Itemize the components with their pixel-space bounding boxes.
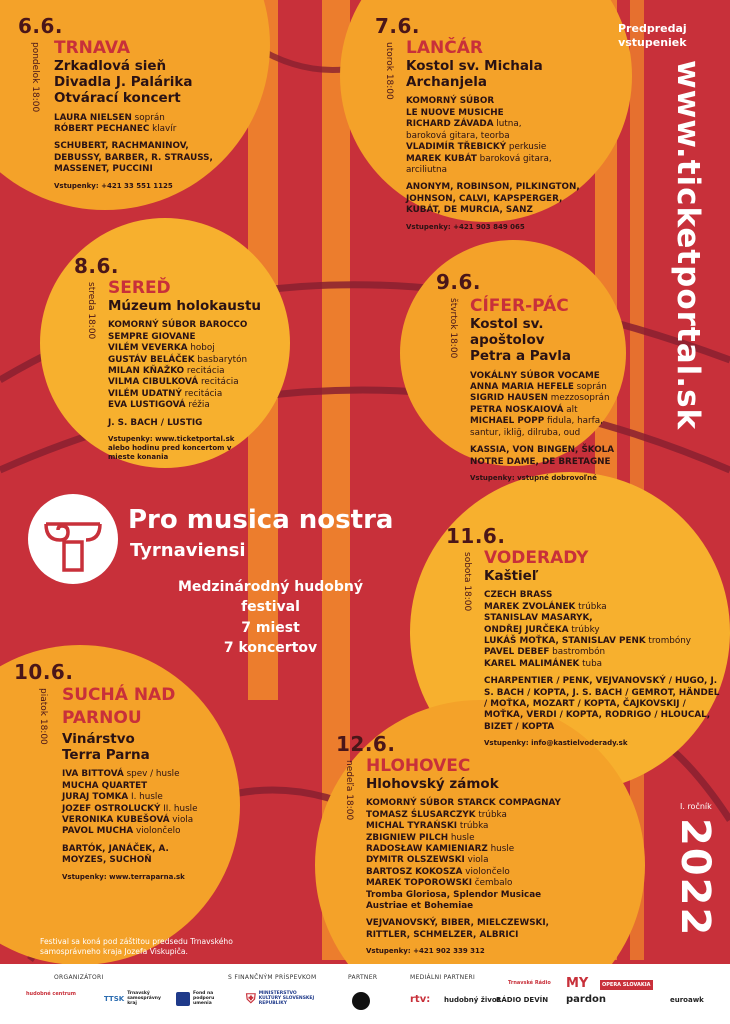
day-sered: streda 18:00 xyxy=(86,282,96,340)
performers: IVA BITTOVÁ spev / husle MUCHA QUARTET JURAJ TOMKA I. husle JOZEF OSTROLUCKÝ II. husle VERONIKA KUBEŠOVÁ viola PAVOL MUCHA violončelo xyxy=(62,769,198,837)
program: ANONYM, ROBINSON, PILKINGTON, JOHNSON, CALVI, KAPSPERGER, KUBÁT, DE MURCIA, SANZ xyxy=(406,182,580,216)
tickets: Vstupenky: www.ticketportal.sk alebo hodinu pred koncertom v mieste konania xyxy=(108,435,235,461)
logo-ttsk: TTSK Trnavský samosprávny kraj xyxy=(104,991,161,1006)
festival-subtitle: Tyrnaviensi xyxy=(130,540,246,561)
logo-pardon: pardon xyxy=(566,994,606,1005)
date-trnava: 6.6. xyxy=(18,14,64,38)
website-link[interactable]: www.ticketportal.sk xyxy=(670,60,706,431)
performers: KOMORNÝ SÚBOR BAROCCO SEMPRE GIOVANE VILÉM VEVERKA hoboj GUSTÁV BELÁČEK basbarytón MILAN KŇAŽKO recitácia VILMA CIBULKOVÁ recitácia VILÉM UDATNÝ recitácia EVA LUSTIGOVÁ réžia xyxy=(108,320,248,411)
day-cifer: štvrtok 18:00 xyxy=(448,298,458,359)
performers: KOMORNÝ SÚBOR LE NUOVE MUSICHE RICHARD ZÁVADA lutna, baroková gitara, teorba VLADIMÍR TŘEBICKÝ perkusie MAREK KUBÁT baroková gitara, arciliutna xyxy=(406,96,552,175)
day-trnava: pondelok 18:00 xyxy=(30,42,40,113)
presale-label: Predpredaj vstupeniek xyxy=(618,22,687,50)
media-label: MEDIÁLNI PARTNERI xyxy=(410,974,476,981)
column-capital-logo xyxy=(28,494,118,584)
venue: Vinárstvo Terra Parna xyxy=(62,730,150,764)
logo-hudobny-zivot: hudobný život xyxy=(444,996,500,1004)
date-sucha: 10.6. xyxy=(14,660,74,684)
tickets: Vstupenky: www.terraparna.sk xyxy=(62,872,185,881)
day-lancar: utorok 18:00 xyxy=(384,42,394,100)
city-name: HLOHOVEC xyxy=(366,756,471,776)
concert-hlohovec xyxy=(366,756,572,956)
logo-radio-devin: RÁDIO DEVÍN xyxy=(496,996,549,1004)
date-hlohovec: 12.6. xyxy=(336,732,396,756)
concert-lancar xyxy=(406,38,596,231)
concert-voderady xyxy=(484,548,720,748)
organizers-label: ORGANIZÁTORI xyxy=(54,974,104,981)
tickets: Vstupenky: vstupné dobrovoľné xyxy=(470,473,597,482)
logo-ministry: ⛨ MINISTERSTVO KULTÚRY SLOVENSKEJ REPUBLIKY xyxy=(246,991,315,1007)
funding-label: S FINANČNÝM PRÍSPEVKOM xyxy=(228,974,317,981)
festival-name: Pro musica nostra xyxy=(128,505,394,535)
program: BARTÓK, JANÁČEK, A. MOYZES, SUCHOŇ xyxy=(62,843,169,866)
logo-my: MY xyxy=(566,976,589,991)
city-name: LANČÁR xyxy=(406,38,483,58)
day-sucha: piatok 18:00 xyxy=(38,688,48,745)
program: VEJVANOVSKÝ, BIBER, MIELCZEWSKI, RITTLER, SCHMELZER, ALBRICI xyxy=(366,918,549,940)
date-lancar: 7.6. xyxy=(375,14,421,38)
date-sered: 8.6. xyxy=(74,254,120,278)
logo-peugeot xyxy=(352,992,373,1010)
performers: KOMORNÝ SÚBOR STARCK COMPAGNAY TOMASZ ŚLUSARCZYK trúbka MICHAL TYRAŃSKI trúbka ZBIGNIEW PILCH husle RADOSŁAW KAMIENIARZ husle DYMITR OLSZEWSKI viola BARTOSZ KOKOSZA violončelo MAREK TOPOROWSKI čembalo Tromba Gloriosa, Splendor Musicae Austriae et Bohemiae xyxy=(366,798,561,912)
patron-note: Festival sa koná pod záštitou predsedu Trnavského samosprávneho kraja Jozefa Viskupiča. xyxy=(40,937,233,956)
day-hlohovec: nedeľa 18:00 xyxy=(344,760,354,821)
date-voderady: 11.6. xyxy=(446,524,506,548)
concert-sucha xyxy=(62,684,227,881)
city-name: TRNAVA xyxy=(54,38,131,58)
logo-euroawk: euroawk xyxy=(670,996,704,1004)
performers: CZECH BRASS MAREK ZVOLÁNEK trúbka STANISLAV MASARYK, ONDŘEJ JURČEKA trúbky LUKÁŠ MOŤKA, STANISLAV PENK trombóny PAVEL DEBEF bastrombón KAREL MALIMÁNEK tuba xyxy=(484,590,692,669)
logo-trnavske-radio: Trnavské Rádio xyxy=(508,980,551,986)
program: CHARPENTIER / PENK, VEJVANOVSKÝ / HUGO, J. S. BACH / KOPTA, J. S. BACH / GEMROT, HÄNDEL / MOŤKA, MOZART / KOPTA, ČAJKOVSKIJ / MOŤKA, VERDI / KOPTA, RODRIGO / HLOUCAL, BIZET / KOPTA xyxy=(484,676,720,732)
venue: Kostol sv. apoštolov Petra a Pavla xyxy=(470,316,571,365)
festival-description: Medzinárodný hudobný festival 7 miest 7 koncertov xyxy=(177,579,363,656)
venue: Hlohovský zámok xyxy=(366,776,499,793)
logo-hudobne-centrum: hudobné centrum xyxy=(26,991,76,997)
tickets: Vstupenky: +421 902 339 312 xyxy=(366,947,485,956)
performers: VOKÁLNY SÚBOR VOCAME ANNA MARIA HEFELE soprán SIGRID HAUSEN mezzosoprán PETRA NOSKAIOVÁ alt MICHAEL POPP fidula, harfa, santur, ikliğ, dilruba, oud xyxy=(470,370,610,438)
program: KASSIA, VON BINGEN, ŠKOLA NOTRE DAME, DE BRETAGNE xyxy=(470,445,615,467)
concert-cifer xyxy=(470,296,620,483)
fpu-icon xyxy=(176,992,190,1006)
city-name: SEREĎ xyxy=(108,278,171,298)
concert-sered xyxy=(108,278,278,461)
logo-fpu: Fond na podporu umenia xyxy=(176,992,221,1007)
edition-label: I. ročník xyxy=(680,802,712,811)
venue: Zrkadlová sieň Divadla J. Palárika Otvárací koncert xyxy=(54,58,193,107)
tickets: Vstupenky: +421 33 551 1125 xyxy=(54,181,173,190)
venue: Kaštieľ xyxy=(484,568,539,585)
venue: Múzeum holokaustu xyxy=(108,298,262,315)
partner-label: PARTNER xyxy=(348,974,378,981)
logo-opera-slovakia: OPERA SLOVAKIA xyxy=(602,982,651,988)
tickets: Vstupenky: +421 903 849 065 xyxy=(406,222,525,231)
festival-year: 2022 xyxy=(672,818,718,938)
city-name: CÍFER-PÁC xyxy=(470,296,569,316)
tickets: Vstupenky: info@kastielvoderady.sk xyxy=(484,739,628,748)
logo-rtvs: rtv: xyxy=(410,994,431,1005)
performers: LAURA NIELSEN soprán RÓBERT PECHANEC klavír xyxy=(54,112,177,135)
program: J. S. BACH / LUSTIG xyxy=(108,417,203,428)
venue: Kostol sv. Michala Archanjela xyxy=(406,58,543,91)
coat-of-arms-icon: ⛨ xyxy=(246,992,256,1007)
day-voderady: sobota 18:00 xyxy=(462,552,472,612)
date-cifer: 9.6. xyxy=(436,270,482,294)
city-name: SUCHÁ NAD PARNOU xyxy=(62,685,176,729)
city-name: VODERADY xyxy=(484,548,589,568)
concert-trnava xyxy=(54,38,224,190)
peugeot-lion-icon xyxy=(352,992,370,1010)
program: SCHUBERT, RACHMANINOV, DEBUSSY, BARBER, R. STRAUSS, MASSENET, PUCCINI xyxy=(54,141,213,175)
